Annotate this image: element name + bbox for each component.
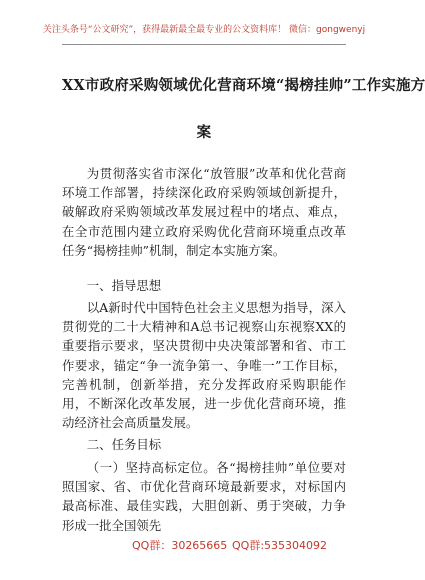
section-heading-guiding-ideology: 一、指导思想 — [86, 278, 162, 293]
section-heading-task-goals: 二、任务目标 — [86, 437, 162, 452]
task-goal-item-1: （一）坚持高标定位。各“揭榜挂帅”单位要对照国家、省、市优化营商环境最新要求，对标国内最高标准、最佳实践，大胆创新、勇于突破，力争形成一批全国领先 — [62, 460, 346, 533]
header-divider — [62, 44, 346, 45]
footer-qq-group-2: QQ群:535304092 — [232, 539, 328, 552]
document-title-line-1: XX市政府采购领域优化营商环境“揭榜挂帅”工作实施方 — [62, 77, 425, 94]
header-banner: 关注头条号“公文研究”，获得最新最全最专业的公文资料库！ 微信：gongwenyj — [42, 25, 366, 35]
intro-paragraph: 为贯彻落实省市深化“放管服”改革和优化营商环境工作部署，持续深化政府采购领域创新提升，破解政府采购领域改革发展过程中的堵点、难点，在全市范围内建立政府采购优化营商环境重点改革任务“揭榜挂帅”机制，制定本实施方案。 — [62, 166, 346, 258]
document-title-line-2: 案 — [196, 124, 212, 141]
footer-contact — [62, 537, 346, 553]
guiding-ideology-paragraph: 以A新时代中国特色社会主义思想为指导，深入贯彻党的二十大精神和A总书记视察山东视察XX的重要指示要求，坚决贯彻中央决策部署和省、市工作要求，锚定“争一流争第一、争唯一”工作目标，完善机制，创新举措，充分发挥政府采购职能作用，不断深化改革发展，进一步优化营商环境，推动经济社会高质量发展。 — [62, 300, 346, 431]
footer-qq-group-1: QQ群：30265665 — [132, 539, 228, 552]
